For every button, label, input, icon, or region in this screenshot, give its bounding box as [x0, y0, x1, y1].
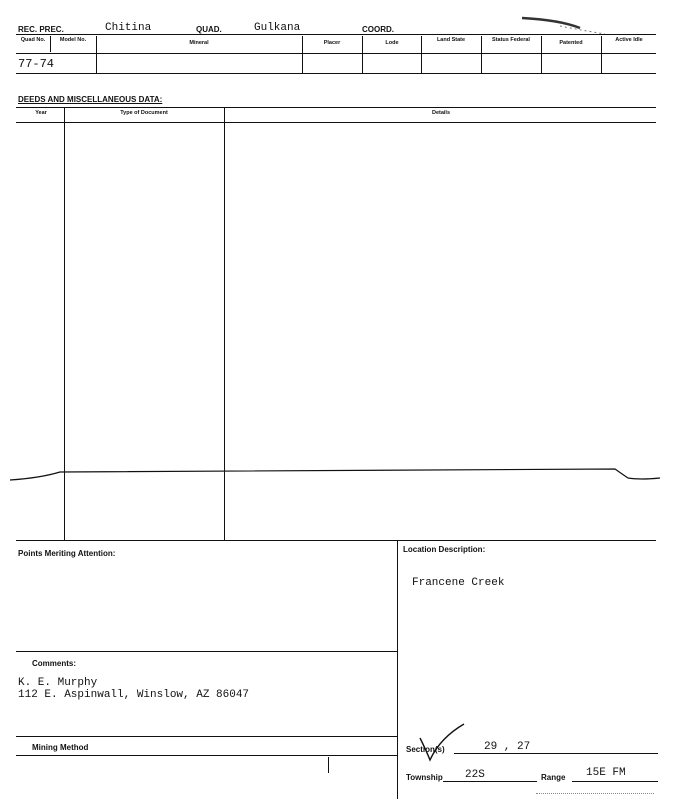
- handwritten-check-mark: [418, 720, 468, 762]
- section-underline: [454, 753, 658, 754]
- points-label: Points Meriting Attention:: [18, 549, 116, 558]
- col-quad-no: Quad No.: [20, 37, 46, 43]
- range-underline: [572, 781, 658, 782]
- col-placer: Placer: [323, 40, 341, 46]
- quad-no-value: 77-74: [18, 57, 55, 71]
- col-status-federal: Status Federal: [492, 37, 530, 43]
- deeds-ruled-line: [10, 462, 670, 492]
- section-label: Section(s): [406, 745, 445, 754]
- col-sep-8: [601, 36, 602, 73]
- township-label: Township: [406, 773, 443, 782]
- deeds-col-details: Details: [431, 110, 451, 116]
- section-value: 29 , 27: [484, 741, 531, 753]
- col-patented: Patented: [559, 40, 583, 46]
- comments-line-2: 112 E. Aspinwall, Winslow, AZ 86047: [18, 689, 250, 701]
- col-sep-1: [50, 36, 51, 52]
- points-bottom-rule: [16, 651, 397, 652]
- deeds-bottom-rule: [16, 540, 656, 541]
- comments-bottom-rule: [16, 736, 397, 737]
- coord-label: COORD.: [362, 25, 394, 34]
- col-mineral: Mineral: [189, 40, 209, 46]
- township-underline: [443, 781, 537, 782]
- deeds-top-rule: [16, 107, 656, 108]
- quad-label: QUAD.: [196, 25, 222, 34]
- col-model-no: Model No.: [59, 37, 87, 43]
- mining-method-tick: [328, 757, 329, 773]
- col-sep-6: [481, 36, 482, 73]
- comments-line-1: K. E. Murphy: [18, 677, 98, 689]
- deeds-header-rule: [16, 122, 656, 123]
- col-sep-4: [362, 36, 363, 73]
- col-sep-2: [96, 36, 97, 73]
- location-value: Francene Creek: [412, 577, 505, 589]
- deeds-col-type: Type of Document: [120, 110, 168, 116]
- range-value: 15E FM: [586, 767, 626, 779]
- bottom-dotted-rule: [536, 793, 654, 794]
- range-label: Range: [541, 773, 566, 782]
- col-active-idle: Active Idle: [615, 37, 643, 43]
- township-value: 22S: [465, 769, 485, 781]
- deeds-title: DEEDS AND MISCELLANEOUS DATA:: [18, 95, 163, 104]
- col-sep-3: [302, 36, 303, 73]
- deeds-col-year: Year: [35, 110, 47, 116]
- col-sep-5: [421, 36, 422, 73]
- col-land-state: Land State: [436, 37, 466, 43]
- col-sep-7: [541, 36, 542, 73]
- mining-method-rule: [16, 755, 397, 756]
- col-lode: Lode: [385, 40, 399, 46]
- comments-label: Comments:: [32, 659, 77, 668]
- header-column-rule: [16, 53, 656, 54]
- header-top-rule: [16, 34, 656, 35]
- location-label: Location Description:: [403, 545, 486, 554]
- header-bottom-rule: [16, 73, 656, 74]
- rec-prec-label: REC. PREC.: [18, 25, 64, 34]
- lower-divider: [397, 541, 398, 799]
- quad-value: Gulkana: [254, 22, 301, 34]
- mining-method-label: Mining Method: [32, 743, 89, 752]
- scan-smudge-mark: [520, 14, 610, 36]
- rec-prec-value: Chitina: [105, 22, 152, 34]
